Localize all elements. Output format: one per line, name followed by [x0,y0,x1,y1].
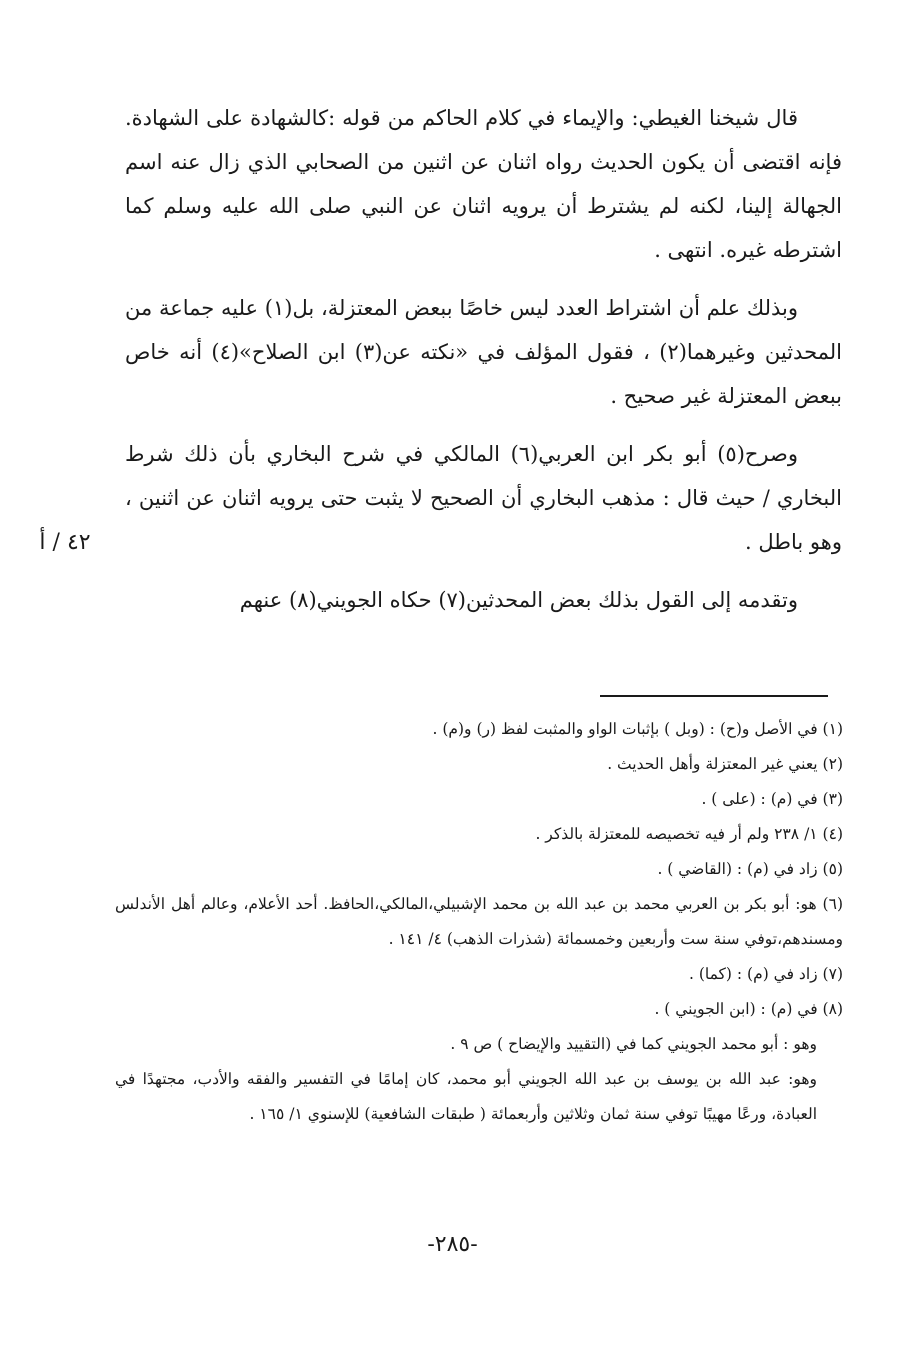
footnote-6: (٦) هو: أبو بكر بن العربي محمد بن عبد الله بن محمد الإشبيلي،المالكي،الحافظ. أحد الأعلام، وعالم أهل الأندلس ومسندهم،توفي سنة ست وأربعين وخمسمائة (شذرات الذهب) ٤/ ١٤١ . [115,895,843,948]
footnote-8-note-b: وهو: عبد الله بن يوسف بن عبد الله الجويني أبو محمد، كان إمامًا في التفسير والفقه والأدب، مجتهدًا في العبادة، ورعًا مهيبًا توفي سنة ثمان وثلاثين وأربعمائة ( طبقات الشافعية) للإسنوي ١/ ١٦٥ . [115,1070,817,1123]
footnotes [115,712,843,1132]
paragraph-4: وتقدمه إلى القول بذلك بعض المحدثين(٧) حكاه الجويني(٨) عنهم [239,588,798,612]
footnote-1: (١) في الأصل و(ح) : (وبل ) بإثبات الواو والمثبت لفظ (ر) و(م) . [432,720,843,738]
footnote-divider [600,695,828,697]
paragraph-2: وبذلك علم أن اشتراط العدد ليس خاصًا ببعض المعتزلة، بل(١) عليه جماعة من المحدثين وغيرهما(٢) ، فقول المؤلف في «نكته عن(٣) ابن الصلاح»(٤) أنه خاص ببعض المعتزلة غير صحيح . [125,296,843,408]
footnote-8: (٨) في (م) : (ابن الجويني ) . [654,1000,843,1018]
footnote-7: (٧) زاد في (م) : (كما) . [688,965,843,983]
manuscript-folio-marker: ٤٢ / أ [39,530,91,555]
footnote-2: (٢) يعني غير المعتزلة وأهل الحديث . [607,755,843,773]
footnote-5: (٥) زاد في (م) : (القاضي ) . [657,860,843,878]
footnote-3: (٣) في (م) : (على ) . [701,790,843,808]
paragraph-3: وصرح(٥) أبو بكر ابن العربي(٦) المالكي في شرح البخاري بأن ذلك شرط البخاري / حيث قال : مذهب البخاري أن الصحيح لا يثبت حتى يرويه اثنان عن اثنين ، وهو باطل . [125,442,842,554]
footnote-4: (٤) ١/ ٢٣٨ ولم أر فيه تخصيصه للمعتزلة بالذكر . [535,825,843,843]
page-number: -٢٨٥- [427,1232,478,1257]
main-text [125,96,842,636]
paragraph-1: قال شيخنا الغيطي: والإيماء في كلام الحاكم من قوله :كالشهادة على الشهادة. فإنه اقتضى أن يكون الحديث رواه اثنان عن اثنين من الصحابي الذي زال عنه اسم الجهالة إلينا، لكنه لم يشترط أن يرويه اثنان عن النبي صلى الله عليه وسلم كما اشترطه غيره. انتهى . [125,106,843,262]
footnote-8-note-a: وهو : أبو محمد الجويني كما في (التقييد والإيضاح ) ص ٩ . [450,1035,817,1053]
